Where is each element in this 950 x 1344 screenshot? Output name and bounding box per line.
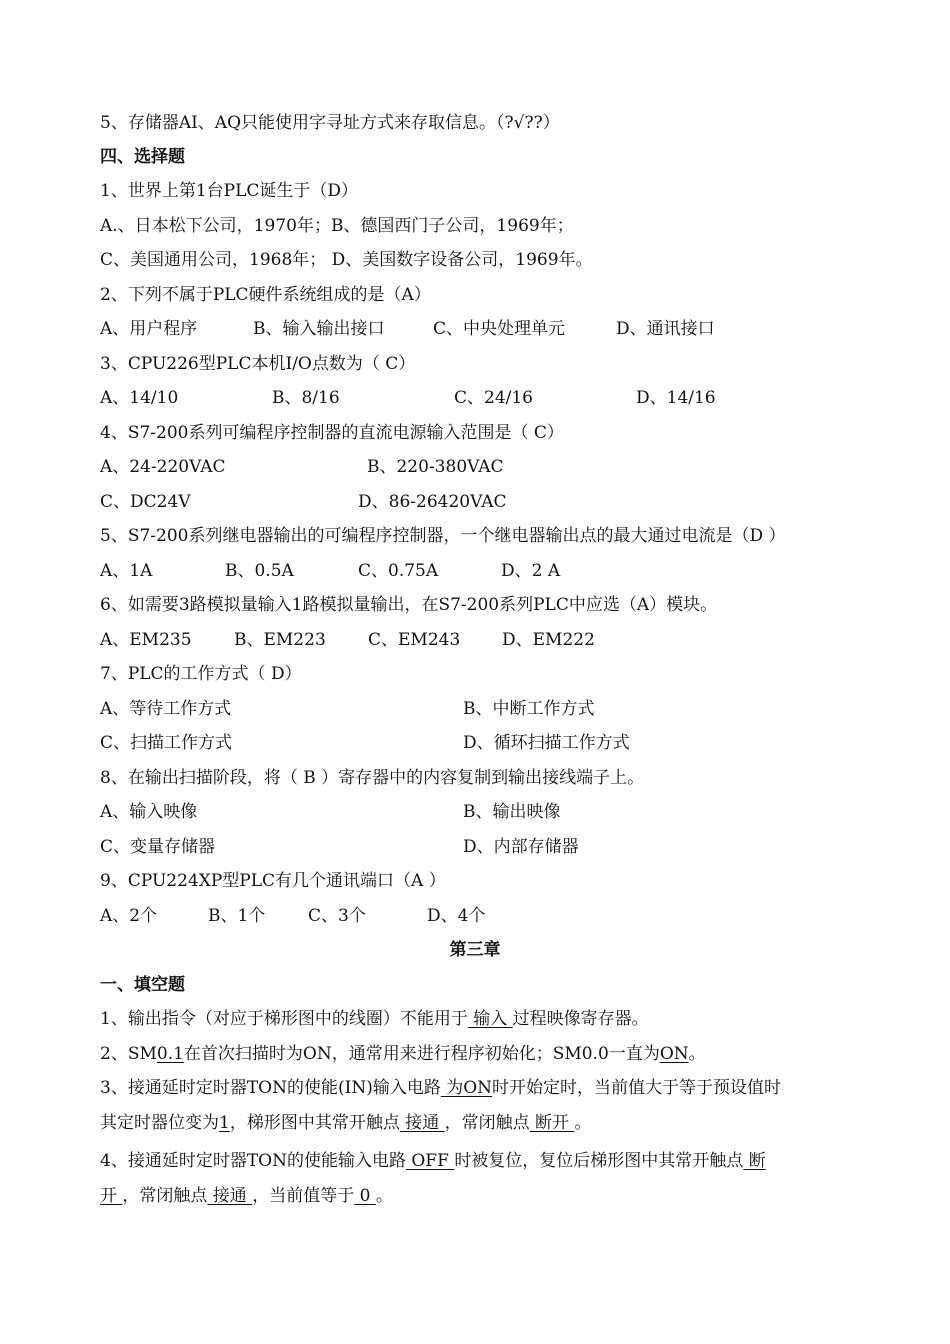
section-title-fill-in: 一、填空题: [100, 975, 185, 995]
option-a: A、输入映像: [100, 802, 198, 822]
fill-question-3-line-2: [100, 1112, 591, 1134]
text: 4、接通延时定时器TON的使能输入电路: [100, 1151, 406, 1171]
text: 过程映像寄存器。: [512, 1009, 649, 1029]
mc-question-7: 7、PLC的工作方式（ D）: [100, 664, 302, 684]
option-c: C、3个: [308, 906, 366, 926]
text: ，当前值等于: [252, 1186, 355, 1206]
text: ，梯形图中其常开触点: [229, 1113, 400, 1133]
mc-question-9: 9、CPU224XP型PLC有几个通讯端口（A ）: [100, 871, 446, 891]
text: ，常闭触点: [444, 1113, 530, 1133]
option-d: D、86-26420VAC: [358, 492, 507, 512]
mc-question-4: 4、S7-200系列可编程序控制器的直流电源输入范围是（ C）: [100, 423, 564, 443]
text: 时被复位，复位后梯形图中其常开触点: [454, 1151, 744, 1171]
option-d: D、循环扫描工作方式: [463, 733, 630, 753]
text: 1、输出指令（对应于梯形图中的线圈）不能用于: [100, 1009, 468, 1029]
option-c: C、中央处理单元: [433, 319, 566, 339]
mc-question-2: 2、下列不属于PLC硬件系统组成的是（A）: [100, 285, 431, 305]
option-d: D、EM222: [502, 630, 595, 650]
answer-blank: 开: [100, 1186, 123, 1206]
mc-question-5: 5、S7-200系列继电器输出的可编程序控制器，一个继电器输出点的最大通过电流是（D ）: [100, 526, 786, 546]
answer-blank: 0: [354, 1186, 376, 1206]
text: 。: [688, 1044, 706, 1064]
option-b: B、0.5A: [225, 561, 294, 581]
section-title-multiple-choice: 四、选择题: [100, 147, 185, 167]
option-d: D、14/16: [636, 388, 716, 408]
option-b: B、输入输出接口: [253, 319, 385, 339]
option-a: A、EM235: [100, 630, 192, 650]
mc-question-1: 1、世界上第1台PLC诞生于（D）: [100, 181, 358, 201]
answer-blank: 0.1: [156, 1044, 184, 1064]
option-a: A、14/10: [100, 388, 179, 408]
answer-blank: ON: [659, 1044, 689, 1064]
option-c: C、0.75A: [358, 561, 439, 581]
option-d: D、2 A: [501, 561, 561, 581]
option-c: C、EM243: [368, 630, 461, 650]
option-c: C、DC24V: [100, 492, 191, 512]
option-a: A、24-220VAC: [100, 457, 226, 477]
mc-1-options-line-1: A.、日本松下公司，1970年；B、德国西门子公司，1969年；: [100, 216, 574, 236]
mc-1-options-line-2: C、美国通用公司，1968年； D、美国数字设备公司，1969年。: [100, 250, 593, 270]
option-c: C、扫描工作方式: [100, 733, 233, 753]
text: 时开始定时，当前值大于等于预设值时: [492, 1078, 782, 1098]
answer-blank: 输入: [467, 1009, 513, 1029]
mc-question-3: 3、CPU226型PLC本机I/O点数为（ C）: [100, 354, 416, 374]
answer-blank: 1: [219, 1113, 230, 1133]
answer-blank: 为ON: [440, 1078, 493, 1098]
option-c: C、变量存储器: [100, 837, 216, 857]
answer-blank: 断开: [529, 1113, 575, 1133]
option-b: B、输出映像: [463, 802, 561, 822]
answer-blank: OFF: [405, 1151, 455, 1171]
mc-question-8: 8、在输出扫描阶段，将（ B ）寄存器中的内容复制到输出接线端子上。: [100, 768, 645, 788]
answer-blank: 接通: [207, 1186, 253, 1206]
text: ，常闭触点: [122, 1186, 208, 1206]
option-b: B、1个: [208, 906, 266, 926]
option-b: B、220-380VAC: [367, 457, 504, 477]
answer-blank: 断: [743, 1151, 766, 1171]
text: 3、接通延时定时器TON的使能(IN)输入电路: [100, 1078, 441, 1098]
fill-question-4-line-1: [100, 1150, 766, 1172]
fill-question-2: [100, 1043, 706, 1065]
option-a: A、2个: [100, 906, 158, 926]
option-d: D、通讯接口: [616, 319, 715, 339]
text: 在首次扫描时为ON，通常用来进行程序初始化；SM0.0一直为: [183, 1044, 660, 1064]
option-a: A、1A: [100, 561, 153, 581]
question-tf-5: 5、存储器AI、AQ只能使用字寻址方式来存取信息。（?√??）: [100, 113, 560, 133]
option-a: A、用户程序: [100, 319, 198, 339]
mc-question-6: 6、如需要3路模拟量输入1路模拟量输出，在S7-200系列PLC中应选（A）模块。: [100, 595, 718, 615]
fill-question-1: [100, 1008, 649, 1030]
text: 其定时器位变为: [100, 1113, 219, 1133]
option-a: A、等待工作方式: [100, 699, 232, 719]
text: 2、SM: [100, 1044, 157, 1064]
option-b: B、8/16: [272, 388, 340, 408]
chapter-title: 第三章: [449, 940, 501, 960]
fill-question-4-line-2: [100, 1185, 393, 1207]
option-c: C、24/16: [454, 388, 533, 408]
option-d: D、内部存储器: [463, 837, 579, 857]
fill-question-3-line-1: [100, 1077, 781, 1099]
text: 。: [574, 1113, 592, 1133]
option-b: B、中断工作方式: [463, 699, 595, 719]
text: 。: [375, 1186, 393, 1206]
option-b: B、EM223: [234, 630, 326, 650]
answer-blank: 接通: [399, 1113, 445, 1133]
option-d: D、4个: [427, 906, 486, 926]
